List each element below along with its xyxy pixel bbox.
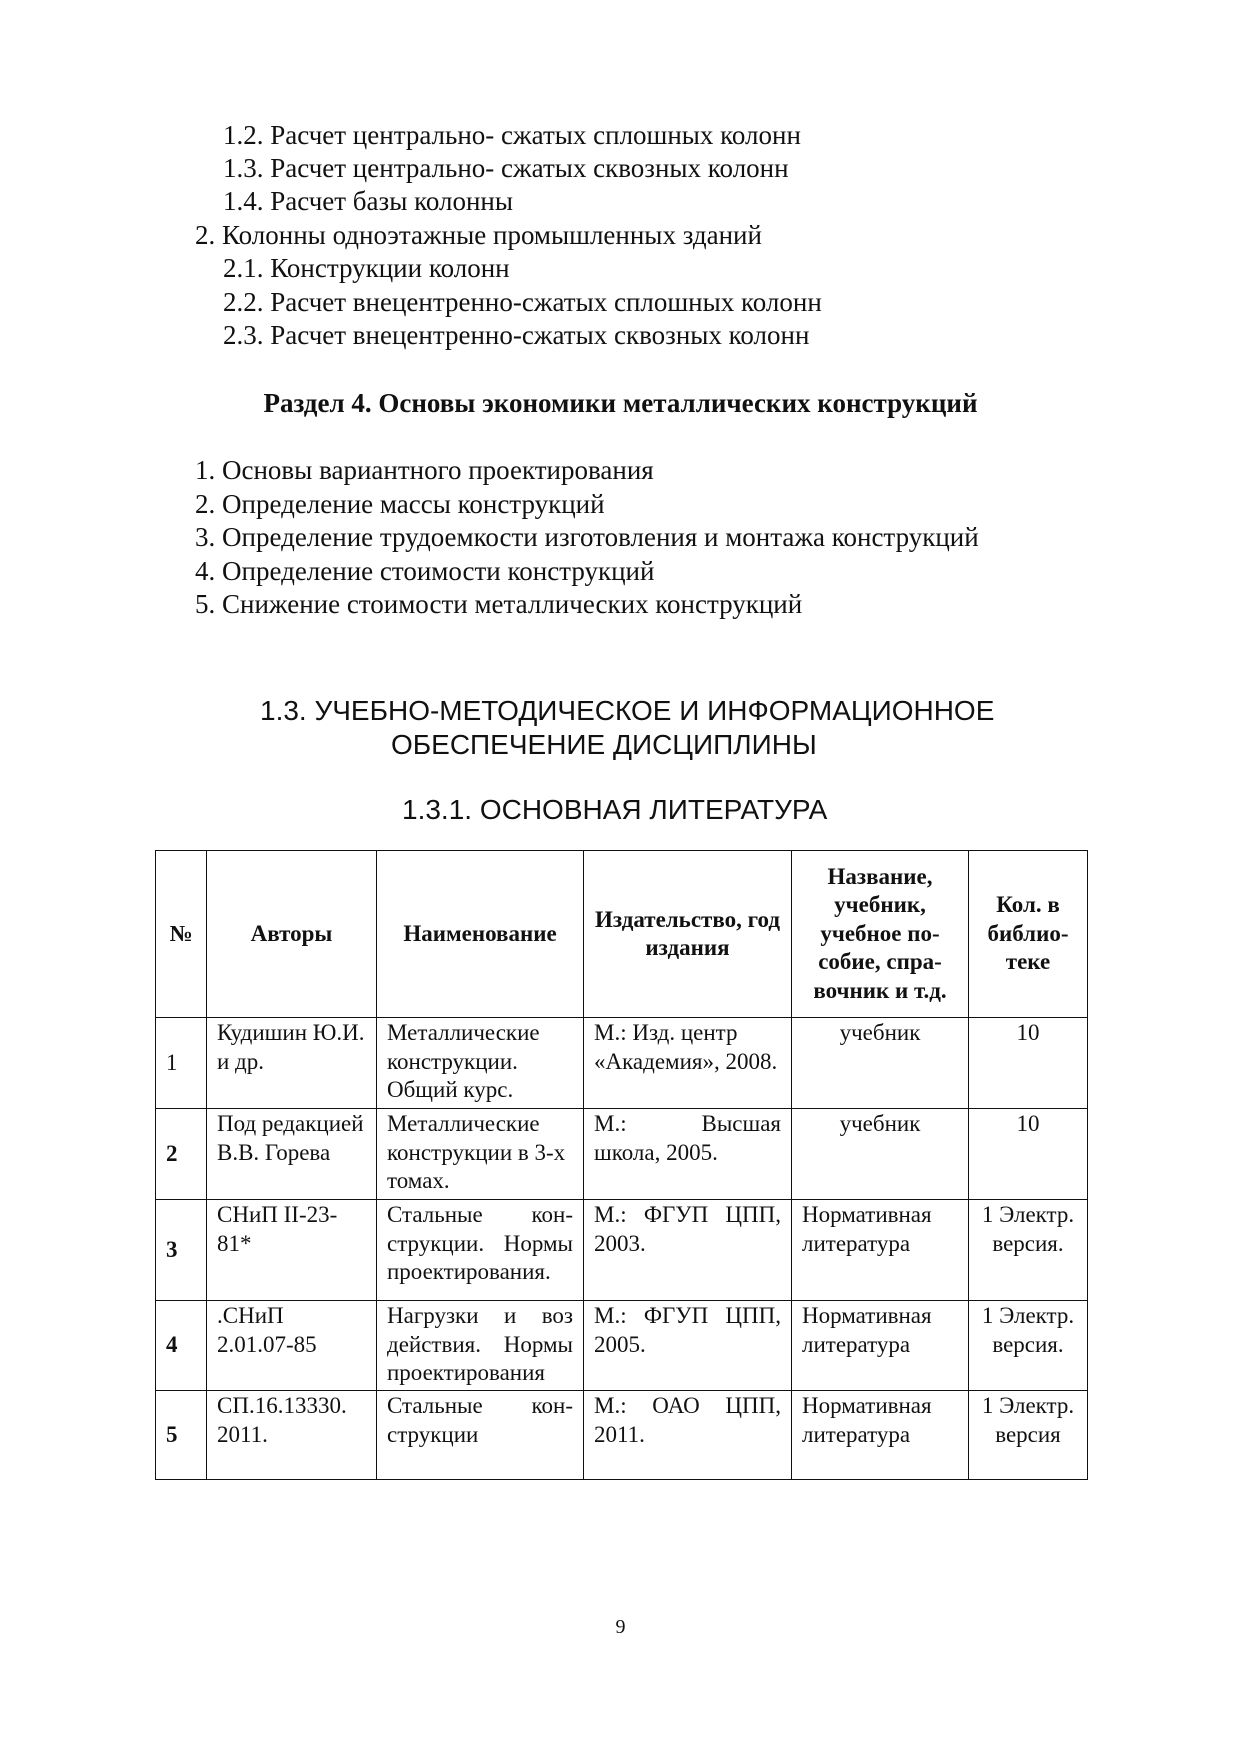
section-item: 3. Определение трудоемкости изготовления и монтажа конструкций xyxy=(195,522,979,552)
cell-publisher: М.: ОАО ЦПП, 2011. xyxy=(584,1391,792,1480)
cell-num: 4 xyxy=(156,1301,207,1391)
cell-num: 5 xyxy=(156,1391,207,1480)
cell-title: Нагрузки и воз действия. Нормы проектирования xyxy=(377,1301,584,1391)
subheading: 1.3.1. ОСНОВНАЯ ЛИТЕРАТУРА xyxy=(402,794,828,825)
cell-count: 1 Электр. версия xyxy=(969,1391,1088,1480)
cell-publisher: М.: Изд. центр «Академия», 2008. xyxy=(584,1018,792,1109)
cell-title: Стальные кон-струкции. Нормы проектирования. xyxy=(377,1200,584,1301)
page-number: 9 xyxy=(615,1616,626,1638)
cell-count: 10 xyxy=(969,1109,1088,1200)
outline-item: 1.2. Расчет центрально- сжатых сплошных колонн xyxy=(223,120,801,150)
header-authors: Авторы xyxy=(207,851,377,1018)
section-item: 2. Определение массы конструкций xyxy=(195,489,605,519)
cell-publisher: М.: Высшая школа, 2005. xyxy=(584,1109,792,1200)
header-type: Название, учебник, учебное по-собие, спра-вочник и т.д. xyxy=(792,851,969,1018)
cell-authors: Кудишин Ю.И. и др. xyxy=(207,1018,377,1109)
cell-type: Нормативная литература xyxy=(792,1200,969,1301)
table-row xyxy=(156,1301,1088,1391)
table-row xyxy=(156,1109,1088,1200)
cell-title: Металлические конструкции в 3-х томах. xyxy=(377,1109,584,1200)
cell-authors: .СНиП 2.01.07-85 xyxy=(207,1301,377,1391)
section-item: 5. Снижение стоимости металлических конструкций xyxy=(195,589,803,619)
cell-num: 3 xyxy=(156,1200,207,1301)
table-header-row xyxy=(156,851,1088,1018)
cell-publisher: М.: ФГУП ЦПП, 2003. xyxy=(584,1200,792,1301)
cell-title: Стальные кон-струкции xyxy=(377,1391,584,1480)
table-row xyxy=(156,1391,1088,1480)
chapter-heading-line1: 1.3. УЧЕБНО-МЕТОДИЧЕСКОЕ И ИНФОРМАЦИОННОЕ xyxy=(260,695,995,726)
cell-count: 10 xyxy=(969,1018,1088,1109)
outline-item: 2.2. Расчет внецентренно-сжатых сплошных колонн xyxy=(223,287,822,317)
outline-item: 2.1. Конструкции колонн xyxy=(223,253,510,283)
section-item: 1. Основы вариантного проектирования xyxy=(195,455,654,485)
header-num: № xyxy=(156,851,207,1018)
chapter-heading-line2: ОБЕСПЕЧЕНИЕ ДИСЦИПЛИНЫ xyxy=(391,729,817,760)
cell-type: учебник xyxy=(792,1109,969,1200)
cell-authors: СП.16.13330. 2011. xyxy=(207,1391,377,1480)
cell-type: Нормативная литература xyxy=(792,1301,969,1391)
cell-type: Нормативная литература xyxy=(792,1391,969,1480)
outline-item: 1.4. Расчет базы колонны xyxy=(223,186,513,216)
outline-item: 1.3. Расчет центрально- сжатых сквозных колонн xyxy=(223,153,789,183)
cell-count: 1 Электр. версия. xyxy=(969,1200,1088,1301)
cell-num: 2 xyxy=(156,1109,207,1200)
header-title: Наименование xyxy=(377,851,584,1018)
literature-table xyxy=(155,850,1088,1480)
cell-publisher: М.: ФГУП ЦПП, 2005. xyxy=(584,1301,792,1391)
cell-authors: СНиП II-23-81* xyxy=(207,1200,377,1301)
outline-item: 2.3. Расчет внецентренно-сжатых сквозных колонн xyxy=(223,320,810,350)
cell-title: Металлические конструкции. Общий курс. xyxy=(377,1018,584,1109)
section-item: 4. Определение стоимости конструкций xyxy=(195,556,655,586)
outline-item: 2. Колонны одноэтажные промышленных зданий xyxy=(195,220,762,250)
table-row xyxy=(156,1200,1088,1301)
header-count: Кол. в библио-теке xyxy=(969,851,1088,1018)
cell-authors: Под редакцией В.В. Горева xyxy=(207,1109,377,1200)
header-publisher: Издательство, год издания xyxy=(584,851,792,1018)
cell-count: 1 Электр. версия. xyxy=(969,1301,1088,1391)
cell-num: 1 xyxy=(156,1018,207,1109)
table-row xyxy=(156,1018,1088,1109)
cell-type: учебник xyxy=(792,1018,969,1109)
section-title: Раздел 4. Основы экономики металлических конструкций xyxy=(263,388,978,418)
